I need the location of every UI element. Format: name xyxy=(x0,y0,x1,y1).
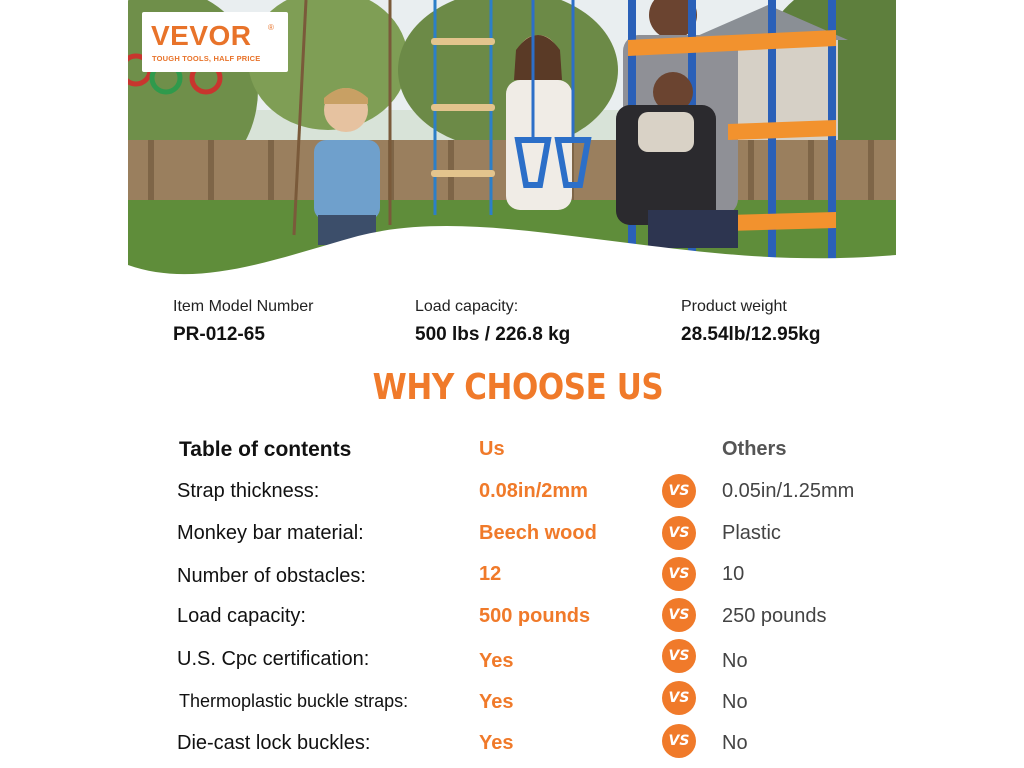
vs-badge-icon: VS xyxy=(662,724,696,758)
spec-load-capacity xyxy=(415,298,570,346)
row-others-value: Plastic xyxy=(722,522,781,544)
vs-badge-icon: VS xyxy=(662,474,696,508)
row-us-value: Yes xyxy=(479,732,514,754)
hero-photo xyxy=(128,0,896,285)
vs-badge-icon: VS xyxy=(662,681,696,715)
vevor-logo xyxy=(142,12,288,72)
row-label: U.S. Cpc certification: xyxy=(177,648,370,670)
row-us-value: 0.08in/2mm xyxy=(479,480,588,502)
row-us-value: Yes xyxy=(479,691,514,713)
table-header-contents: Table of contents xyxy=(179,438,352,461)
spec-model-number xyxy=(173,298,314,346)
row-us-value: 500 pounds xyxy=(479,605,591,627)
table-header-us: Us xyxy=(479,438,505,460)
vs-badge-icon: VS xyxy=(662,516,696,550)
row-others-value: 0.05in/1.25mm xyxy=(722,480,855,502)
vs-badge-icon: VS xyxy=(662,639,696,673)
logo-registered-mark: ® xyxy=(268,23,274,32)
row-us-value: Yes xyxy=(479,650,514,672)
why-choose-us-heading: WHY CHOOSE US xyxy=(372,367,664,408)
spec-value: 500 lbs / 226.8 kg xyxy=(415,324,571,345)
vs-badge-icon: VS xyxy=(662,598,696,632)
spec-value: 28.54lb/12.95kg xyxy=(681,324,821,345)
logo-brand: VEVOR xyxy=(151,20,252,51)
row-label: Thermoplastic buckle straps: xyxy=(179,691,409,711)
logo-slogan: TOUGH TOOLS, HALF PRICE xyxy=(152,54,261,63)
row-others-value: 10 xyxy=(722,563,745,585)
spec-value: PR-012-65 xyxy=(173,324,265,345)
spec-label: Item Model Number xyxy=(173,298,314,315)
row-others-value: No xyxy=(722,650,748,672)
row-us-value: 12 xyxy=(479,563,502,585)
row-label: Die-cast lock buckles: xyxy=(177,732,371,754)
row-us-value: Beech wood xyxy=(479,522,597,544)
row-label: Monkey bar material: xyxy=(177,522,364,544)
row-label: Load capacity: xyxy=(177,605,306,627)
row-label: Strap thickness: xyxy=(177,480,320,502)
spec-label: Load capacity: xyxy=(415,298,519,315)
row-others-value: No xyxy=(722,691,748,713)
row-label: Number of obstacles: xyxy=(177,565,366,587)
vs-badge-icon: VS xyxy=(662,557,696,591)
row-others-value: 250 pounds xyxy=(722,605,827,627)
spec-product-weight xyxy=(681,298,820,346)
spec-label: Product weight xyxy=(681,298,787,315)
row-others-value: No xyxy=(722,732,748,754)
table-header-others: Others xyxy=(722,438,787,460)
